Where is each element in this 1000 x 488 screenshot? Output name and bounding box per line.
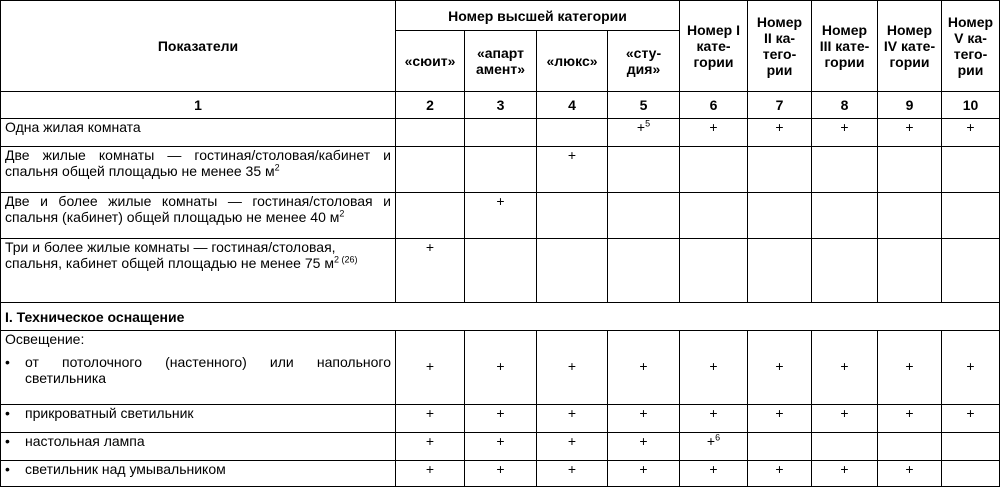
mark-cell: + xyxy=(812,461,878,487)
row-label-text: от потолочного (настенного) или напольного светильника xyxy=(25,354,391,386)
row-label xyxy=(1,405,396,433)
col-number: 1 xyxy=(1,92,396,119)
mark-cell: + xyxy=(680,331,748,405)
table-row xyxy=(1,193,1000,239)
mark-cell-studio xyxy=(608,119,680,147)
mark-cell xyxy=(812,433,878,461)
mark-cell xyxy=(396,193,465,239)
mark: + xyxy=(706,433,716,449)
footnote-ref: 5 xyxy=(645,118,651,129)
mark-cell xyxy=(812,193,878,239)
mark-cell xyxy=(748,147,812,193)
row-label xyxy=(1,193,396,239)
mark-cell: + xyxy=(942,405,1000,433)
header-cat3: Номер III кате- гории xyxy=(812,1,878,92)
mark-cell: + xyxy=(465,193,537,239)
mark-cell xyxy=(748,433,812,461)
unit-sup: 2 xyxy=(339,208,345,219)
mark-cell xyxy=(878,239,942,303)
col-number: 5 xyxy=(608,92,680,119)
mark-cell: + xyxy=(396,331,465,405)
mark-cell: + xyxy=(878,461,942,487)
mark-cell: + xyxy=(748,331,812,405)
mark-cell: + xyxy=(396,433,465,461)
lighting-label: Освещение: xyxy=(5,331,85,347)
section-row xyxy=(1,303,1000,331)
mark-cell: + xyxy=(608,405,680,433)
mark-cell xyxy=(878,147,942,193)
mark-cell xyxy=(680,193,748,239)
column-numbers-row xyxy=(1,92,1000,119)
mark-cell xyxy=(537,239,608,303)
unit-sup: 2 (26) xyxy=(333,254,358,265)
mark-cell xyxy=(608,147,680,193)
mark-cell: + xyxy=(396,461,465,487)
row-label-text: Три и более жилые комнаты — гостиная/столовая, спальня, кабинет общей площадью не менее 75 м xyxy=(5,239,336,271)
bullet-icon: • xyxy=(5,433,10,449)
mark-cell: + xyxy=(537,405,608,433)
row-label xyxy=(1,331,396,405)
header-highest-category: Номер высшей категории xyxy=(396,1,680,31)
mark-cell xyxy=(396,119,465,147)
mark-cell: + xyxy=(465,461,537,487)
mark-cell: + xyxy=(608,461,680,487)
table-row xyxy=(1,461,1000,487)
row-label-text: светильник над умывальником xyxy=(25,461,226,477)
header-indicators: Показатели xyxy=(1,1,396,92)
mark-cell xyxy=(942,147,1000,193)
row-label-text: настольная лампа xyxy=(25,433,145,449)
mark-cell xyxy=(878,433,942,461)
mark-cell xyxy=(608,193,680,239)
header-cat1: Номер I кате- гории xyxy=(680,1,748,92)
mark-cell-cat1 xyxy=(680,433,748,461)
mark-cell: + xyxy=(680,405,748,433)
table-row xyxy=(1,239,1000,303)
mark-cell: + xyxy=(680,461,748,487)
row-label xyxy=(1,433,396,461)
row-label-text: Две и более жилые комнаты — гостиная/столовая и спальня (кабинет) общей площадью не менее 40 м xyxy=(5,193,391,225)
mark-cell: + xyxy=(812,331,878,405)
mark-cell: + xyxy=(465,433,537,461)
mark-cell: + xyxy=(748,119,812,147)
mark-cell: + xyxy=(942,331,1000,405)
mark-cell: + xyxy=(812,405,878,433)
mark-cell: + xyxy=(465,405,537,433)
unit-sup: 2 xyxy=(274,162,280,173)
mark-cell xyxy=(396,147,465,193)
table-row xyxy=(1,119,1000,147)
table-row xyxy=(1,405,1000,433)
table-row xyxy=(1,433,1000,461)
col-number: 6 xyxy=(680,92,748,119)
mark-cell xyxy=(465,147,537,193)
header-cat5: Номер V ка- тего- рии xyxy=(942,1,1000,92)
mark-cell: + xyxy=(465,331,537,405)
mark-cell: + xyxy=(537,331,608,405)
header-suite: «сюит» xyxy=(396,31,465,92)
row-label xyxy=(1,239,396,303)
row-label xyxy=(1,461,396,487)
mark-cell: + xyxy=(537,147,608,193)
mark-cell: + xyxy=(680,119,748,147)
mark-cell xyxy=(942,239,1000,303)
row-label xyxy=(1,147,396,193)
mark-cell xyxy=(942,461,1000,487)
mark: + xyxy=(636,119,646,135)
bullet-icon: • xyxy=(5,405,10,421)
mark-cell: + xyxy=(878,331,942,405)
mark-cell: + xyxy=(748,461,812,487)
mark-cell xyxy=(748,239,812,303)
header-cat4: Номер IV кате- гории xyxy=(878,1,942,92)
mark-cell: + xyxy=(608,433,680,461)
bullet-icon: • xyxy=(5,354,10,370)
col-number: 7 xyxy=(748,92,812,119)
mark-cell xyxy=(608,239,680,303)
mark-cell: + xyxy=(748,405,812,433)
mark-cell: + xyxy=(537,461,608,487)
mark-cell xyxy=(748,193,812,239)
mark-cell: + xyxy=(608,331,680,405)
mark-cell xyxy=(537,119,608,147)
col-number: 3 xyxy=(465,92,537,119)
header-studio: «сту- дия» xyxy=(608,31,680,92)
row-label: Одна жилая комната xyxy=(1,119,396,147)
mark-cell xyxy=(878,193,942,239)
mark-cell: + xyxy=(396,405,465,433)
col-number: 10 xyxy=(942,92,1000,119)
bullet-item xyxy=(5,354,391,386)
mark-cell xyxy=(537,193,608,239)
section-title: I. Техническое оснащение xyxy=(1,303,1000,331)
col-number: 2 xyxy=(396,92,465,119)
mark-cell xyxy=(680,239,748,303)
mark-cell xyxy=(465,239,537,303)
col-number: 9 xyxy=(878,92,942,119)
mark-cell: + xyxy=(537,433,608,461)
col-number: 4 xyxy=(537,92,608,119)
table-row xyxy=(1,147,1000,193)
mark-cell: + xyxy=(812,119,878,147)
mark-cell: + xyxy=(878,119,942,147)
table-row xyxy=(1,331,1000,405)
row-label-text: Две жилые комнаты — гостиная/столовая/кабинет и спальня общей площадью не менее 35 м xyxy=(5,147,391,179)
header-apartment: «апарт амент» xyxy=(465,31,537,92)
row-label-text: прикроватный светильник xyxy=(25,405,194,421)
col-number: 8 xyxy=(812,92,878,119)
mark-cell: + xyxy=(942,119,1000,147)
footnote-ref: 6 xyxy=(715,432,721,443)
bullet-icon: • xyxy=(5,461,10,477)
header-lux: «люкс» xyxy=(537,31,608,92)
mark-cell xyxy=(812,147,878,193)
mark-cell xyxy=(812,239,878,303)
mark-cell xyxy=(465,119,537,147)
header-cat2: Номер II ка- тего- рии xyxy=(748,1,812,92)
mark-cell xyxy=(942,433,1000,461)
mark-cell: + xyxy=(396,239,465,303)
mark-cell: + xyxy=(878,405,942,433)
mark-cell xyxy=(680,147,748,193)
mark-cell xyxy=(942,193,1000,239)
